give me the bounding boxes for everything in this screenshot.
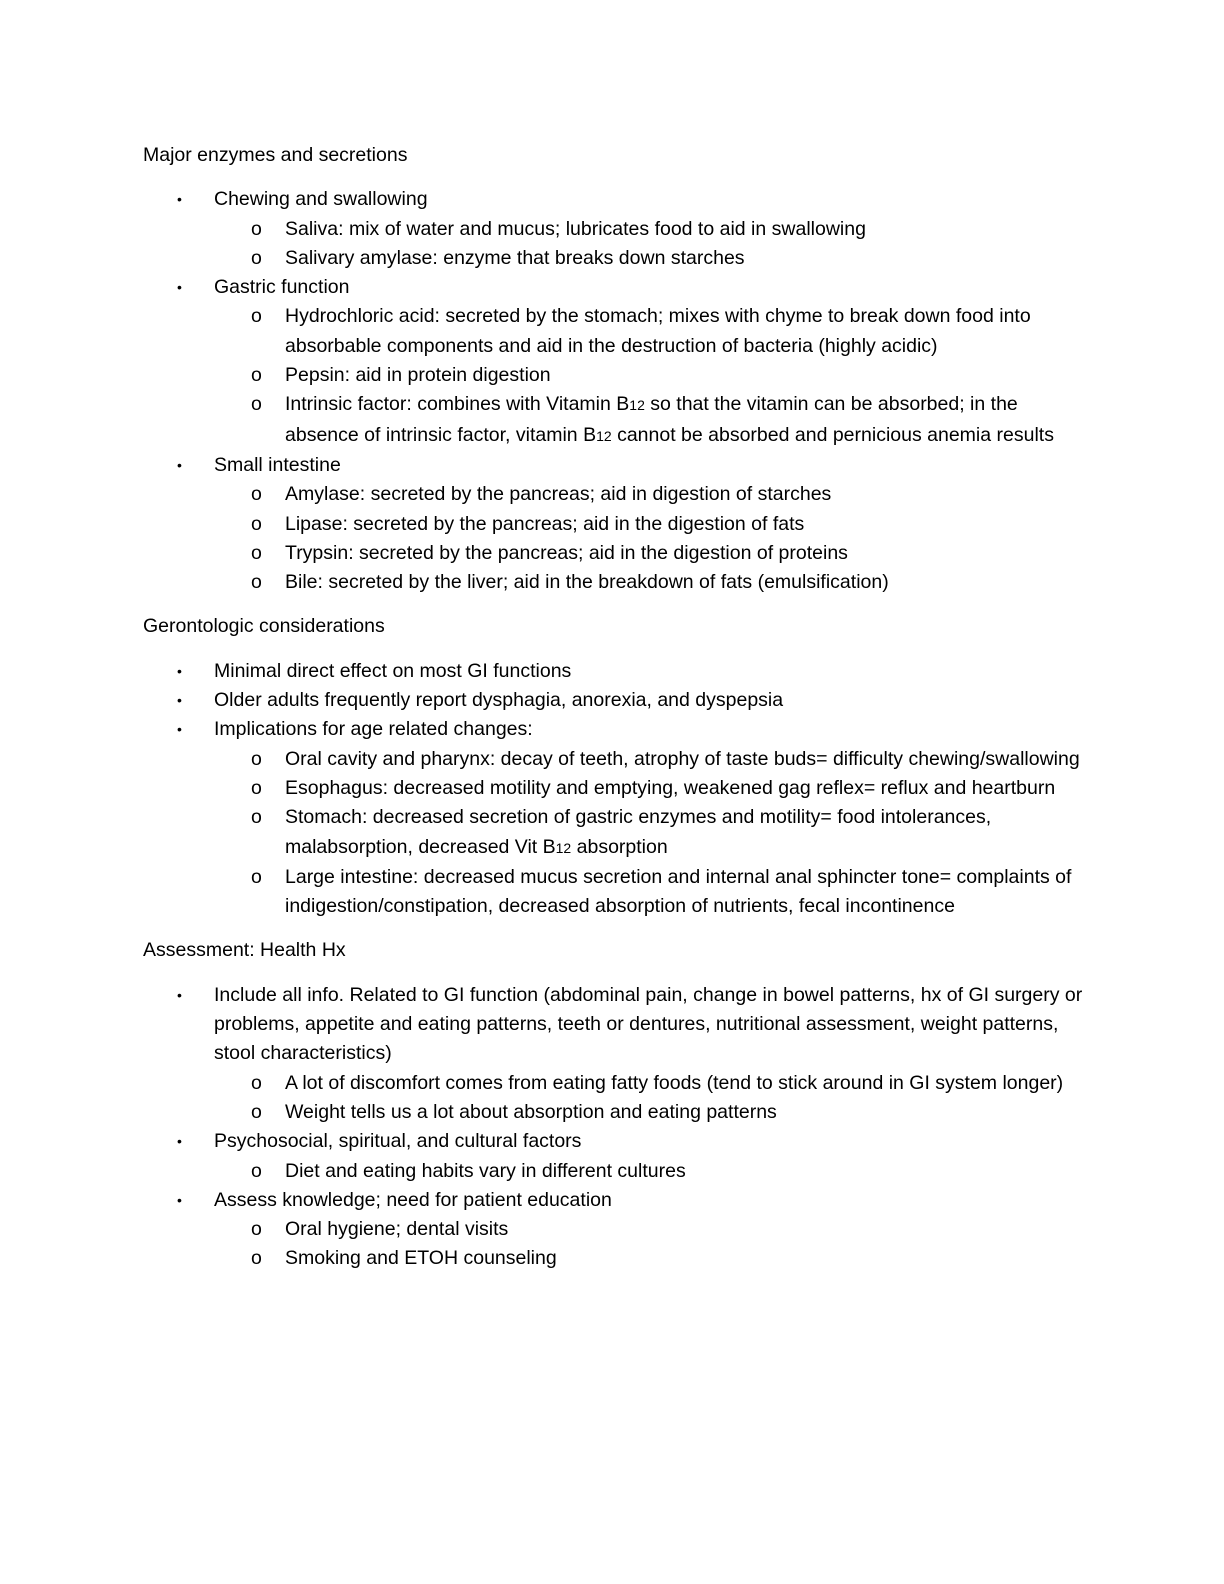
sub-list-item-text: Lipase: secreted by the pancreas; aid in the digestion of fats [285, 512, 805, 535]
list-item [143, 451, 1083, 597]
sub-list-item [214, 774, 1083, 803]
section-major-enzymes [143, 141, 1083, 597]
list-item-text: Implications for age related changes: [214, 718, 533, 741]
sub-list-item [214, 244, 1083, 273]
bullet-icon: • [177, 662, 182, 679]
bullet-icon: • [177, 1133, 182, 1150]
list-item [143, 185, 1083, 273]
section-heading: Gerontologic considerations [143, 615, 385, 638]
sub-bullet-icon: o [251, 393, 262, 416]
list-item [143, 273, 1083, 451]
sub-list-item [214, 539, 1083, 568]
sub-list-item-text: Bile: secreted by the liver; aid in the breakdown of fats (emulsification) [285, 571, 889, 594]
list-item [143, 1127, 1083, 1186]
sub-list-item-text: Oral hygiene; dental visits [285, 1218, 509, 1241]
sub-list-item [214, 863, 1083, 922]
sub-bullet-icon: o [251, 512, 262, 535]
bullet-icon: • [177, 692, 182, 709]
list-item-text: Psychosocial, spiritual, and cultural factors [214, 1130, 582, 1153]
section-heading: Major enzymes and secretions [143, 144, 408, 166]
sub-list-item-text: A lot of discomfort comes from eating fatty foods (tend to stick around in GI system longer) [285, 1071, 1064, 1094]
sub-list-item [214, 568, 1083, 597]
sub-list-item-text: Weight tells us a lot about absorption and eating patterns [285, 1100, 777, 1123]
sub-bullet-icon: o [251, 1159, 262, 1182]
sub-list-item-text: Trypsin: secreted by the pancreas; aid in the digestion of proteins [285, 541, 848, 564]
list-item-text: Include all info. Related to GI function (abdominal pain, change in bowel patterns, hx of GI surgery or problems, appetite and eating patterns, teeth or dentures, nutritional assessment, weight patterns, stool characteristics) [214, 983, 1083, 1065]
sub-list-item-text: Stomach: decreased secretion of gastric enzymes and motility= food intolerances, malabsorption, decreased Vit B12 absorption [285, 806, 992, 858]
bullet-list [143, 981, 1083, 1274]
sub-list-item [214, 803, 1083, 863]
sub-list-item [214, 1069, 1083, 1098]
sub-bullet-list [214, 480, 1083, 597]
sub-list-item-text: Hydrochloric acid: secreted by the stomach; mixes with chyme to break down food into absorbable components and aid in the destruction of bacteria (highly acidic) [285, 305, 1031, 357]
list-item-text: Small intestine [214, 453, 341, 476]
sub-bullet-list [214, 1069, 1083, 1128]
list-item [143, 715, 1083, 921]
sub-bullet-icon: o [251, 1247, 262, 1270]
sub-bullet-list [214, 302, 1083, 450]
sub-bullet-list [214, 1215, 1083, 1274]
list-item-text: Gastric function [214, 276, 350, 299]
bullet-list [143, 185, 1083, 597]
bullet-icon: • [177, 279, 182, 296]
list-item-text: Chewing and swallowing [214, 188, 428, 211]
sub-bullet-list [214, 1157, 1083, 1186]
list-item-text: Older adults frequently report dysphagia, anorexia, and dyspepsia [214, 689, 784, 712]
sub-list-item [214, 745, 1083, 774]
sub-list-item-text: Esophagus: decreased motility and emptying, weakened gag reflex= reflux and heartburn [285, 776, 1056, 799]
sub-bullet-icon: o [251, 806, 262, 829]
sub-bullet-icon: o [251, 217, 262, 240]
bullet-icon: • [177, 191, 182, 208]
sub-list-item-text: Saliva: mix of water and mucus; lubricates food to aid in swallowing [285, 217, 866, 240]
sub-bullet-icon: o [251, 541, 262, 564]
section-assessment-health-hx [143, 936, 1083, 1273]
sub-list-item-text: Smoking and ETOH counseling [285, 1247, 557, 1270]
list-item [143, 686, 1083, 715]
sub-list-item [214, 1098, 1083, 1127]
list-item-text: Assess knowledge; need for patient education [214, 1188, 612, 1211]
sub-list-item-text: Diet and eating habits vary in different cultures [285, 1159, 686, 1182]
sub-list-item [214, 302, 1083, 361]
sub-list-item [214, 1215, 1083, 1244]
sub-list-item [214, 480, 1083, 509]
sub-bullet-icon: o [251, 1100, 262, 1123]
sub-bullet-list [214, 215, 1083, 274]
list-item [143, 1186, 1083, 1274]
sub-list-item [214, 1157, 1083, 1186]
sub-list-item-text: Intrinsic factor: combines with Vitamin B12 so that the vitamin can be absorbed; in the absence of intrinsic factor, vitamin B12 cannot be absorbed and pernicious anemia results [285, 393, 1054, 446]
sub-bullet-icon: o [251, 571, 262, 594]
sub-list-item-text: Pepsin: aid in protein digestion [285, 364, 551, 387]
sub-bullet-icon: o [251, 747, 262, 770]
sub-bullet-icon: o [251, 246, 262, 269]
sub-bullet-icon: o [251, 1218, 262, 1241]
bullet-icon: • [177, 986, 182, 1003]
sub-bullet-icon: o [251, 305, 262, 328]
sub-list-item [214, 1244, 1083, 1273]
sub-bullet-list [214, 745, 1083, 922]
document-page [143, 141, 1083, 1289]
sub-list-item [214, 390, 1083, 451]
section-heading: Assessment: Health Hx [143, 939, 346, 962]
sub-bullet-icon: o [251, 776, 262, 799]
sub-bullet-icon: o [251, 1071, 262, 1094]
list-item [143, 981, 1083, 1127]
sub-list-item-text: Oral cavity and pharynx: decay of teeth, atrophy of taste buds= difficulty chewing/swallowing [285, 747, 1080, 770]
bullet-icon: • [177, 456, 182, 473]
sub-bullet-icon: o [251, 483, 262, 506]
sub-list-item-text: Large intestine: decreased mucus secretion and internal anal sphincter tone= complaints of indigestion/constipation, decreased absorption of nutrients, fecal incontinence [285, 865, 1072, 918]
bullet-icon: • [177, 1191, 182, 1208]
sub-list-item-text: Amylase: secreted by the pancreas; aid in digestion of starches [285, 483, 832, 506]
sub-bullet-icon: o [251, 865, 262, 888]
sub-list-item [214, 361, 1083, 390]
list-item [143, 657, 1083, 686]
list-item-text: Minimal direct effect on most GI functions [214, 659, 572, 682]
bullet-icon: • [177, 721, 182, 738]
sub-list-item-text: Salivary amylase: enzyme that breaks down starches [285, 246, 745, 269]
sub-list-item [214, 215, 1083, 244]
bullet-list [143, 657, 1083, 922]
sub-list-item [214, 510, 1083, 539]
sub-bullet-icon: o [251, 364, 262, 387]
section-gerontologic [143, 612, 1083, 921]
